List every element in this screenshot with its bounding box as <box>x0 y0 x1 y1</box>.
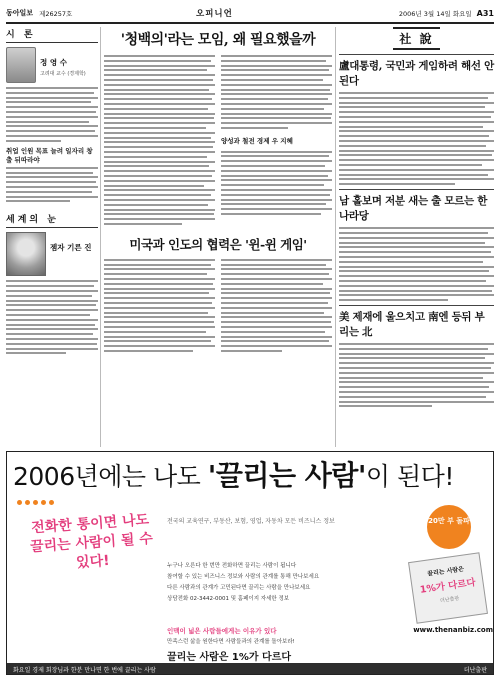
book-cover-image <box>408 552 488 623</box>
editorial-tag: 社 說 <box>393 27 439 50</box>
editorial-headline: 盧대통령, 국민과 게임하려 해선 안 된다 <box>339 54 494 88</box>
masthead <box>6 5 494 21</box>
sales-badge: 20만 부 돌파 <box>427 505 471 549</box>
editorial-text <box>339 227 494 301</box>
op-ed-label: 시 론 <box>6 27 98 43</box>
ad-info-line: 다른 사람과의 관계가 고민된다면 끌리는 사람을 만나보세요 <box>167 585 311 591</box>
ad-handwritten-slogan: 전화한 통이면 나도 끌리는 사람이 될 수 있다! <box>29 512 154 571</box>
article-body <box>104 259 332 352</box>
author-name: 젬자 기른 진 <box>50 243 92 253</box>
ad-footer-text: 화요일 경제 회장님과 한분 만나면 한 번에 끌리는 사람 <box>13 667 156 674</box>
article-body <box>104 55 332 225</box>
ad-title-highlight: '끌리는 사람' <box>207 459 366 492</box>
ad-info-line: 상담전화 02-3442-0001 및 홈페이지 자세한 정보 <box>167 596 290 602</box>
author-block <box>6 232 98 276</box>
editorial-column <box>339 27 494 407</box>
book-title-line: 끌리는 사람은 <box>426 565 465 578</box>
ad-bottom-line: 인맥이 넓은 사람들에게는 이유가 있다 <box>167 627 277 635</box>
author-block <box>6 47 98 83</box>
op-ed-column <box>6 27 98 354</box>
ad-info-line: 참여할 수 있는 비즈니스 정보와 사람의 관계를 통해 만나보세요 <box>167 574 320 580</box>
article-headline: 미국과 인도의 협력은 '윈-윈 게임' <box>129 236 307 252</box>
newspaper-name: 동아일보 <box>6 8 34 17</box>
ad-footer-bar <box>7 663 493 674</box>
article-text <box>6 87 98 142</box>
ad-subtext <box>167 518 367 526</box>
ad-publisher-logo: 더난출판 <box>463 667 487 674</box>
ad-sub-line: 전국의 교육연구, 부동산, 보험, 영업, 자동차 모든 비즈니스 정보 <box>167 518 335 525</box>
ad-info-line: 누구나 오른다 한 번만 전화하면 끌리는 사람이 됩니다 <box>167 563 297 569</box>
header-rule <box>6 22 494 24</box>
author-name: 정 영 수 <box>40 58 67 67</box>
article-subhead: 취업 인원 목표 늘려 일자리 창출 뒤따라야 <box>6 146 93 164</box>
book-publisher: 더난출판 <box>439 595 460 605</box>
article-headline: '청백의'라는 모임, 왜 필요했을까 <box>120 32 316 48</box>
center-column <box>104 27 332 352</box>
ad-headline <box>13 454 500 494</box>
editorial-headline: 美 제재에 울으치고 南엔 등뒤 부리는 北 <box>339 305 494 339</box>
column-divider <box>100 27 101 447</box>
editorial-text <box>339 343 494 407</box>
article-text <box>6 167 98 203</box>
book-advertisement[interactable] <box>6 451 494 675</box>
issue-number: 제26257호 <box>39 9 73 18</box>
world-eye-label: 세계의 눈 <box>6 212 98 228</box>
ad-title-suffix: 이 된다! <box>365 462 454 491</box>
book-title-line: 1%가 다르다 <box>419 577 477 596</box>
author-role: 고려대 교수 (경제학) <box>40 71 86 77</box>
publish-date: 2006년 3월 14일 화요일 <box>398 9 472 18</box>
ad-info-lines <box>167 559 392 627</box>
ad-title-prefix: 2006년에는 나도 <box>13 462 208 491</box>
editorial-headline: 남 홀보며 저분 새는 출 모르는 한나라당 <box>339 189 494 223</box>
ad-book-title: 끌리는 사람은 1%가 다르다 <box>167 652 292 663</box>
author-photo <box>6 47 36 83</box>
article-subhead: 양성과 철전 경제 우 지혜 <box>221 136 293 145</box>
article-text <box>6 280 98 354</box>
ad-bottom-block <box>167 626 497 663</box>
author-photo <box>6 232 46 276</box>
page-number: A31 <box>476 8 494 18</box>
column-divider <box>335 27 336 447</box>
section-title: 오피니언 <box>196 9 233 19</box>
ad-website-link[interactable]: www.thenanbiz.com <box>413 626 493 634</box>
decorative-dots <box>17 500 54 505</box>
ad-bottom-line: 만족스런 삶을 원한다면 사람들과의 관계를 돌아보라! <box>167 639 295 645</box>
editorial-text <box>339 92 494 185</box>
